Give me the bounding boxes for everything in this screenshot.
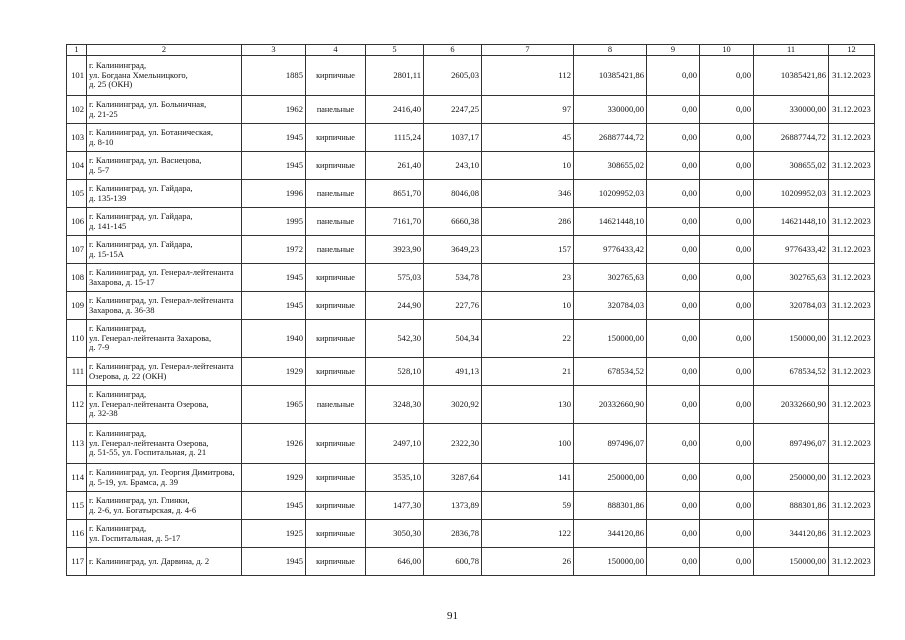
completion-date-cell: 31.12.2023 [829, 386, 875, 424]
fund-cost-cell: 0,00 [647, 264, 700, 292]
total-area-cell: 261,40 [366, 152, 424, 180]
total-area-cell: 2801,11 [366, 56, 424, 96]
wall-material-cell: кирпичные [306, 424, 366, 464]
budget-cost-cell: 0,00 [700, 424, 754, 464]
address-line: д. 141-145 [89, 220, 127, 231]
total-area-cell: 646,00 [366, 548, 424, 576]
address-cell [87, 548, 242, 576]
column-number: 11 [754, 45, 829, 56]
wall-material-cell: панельные [306, 180, 366, 208]
address-line: д. 8-10 [89, 136, 114, 147]
living-area-cell: 8046,08 [424, 180, 482, 208]
budget-cost-cell: 0,00 [700, 96, 754, 124]
address-line: д. 135-139 [89, 192, 127, 203]
living-area-cell: 534,78 [424, 264, 482, 292]
fund-cost-cell: 0,00 [647, 124, 700, 152]
row-number-cell: 109 [67, 292, 87, 320]
residents-count-cell: 10 [482, 292, 574, 320]
table-row [67, 424, 875, 464]
total-area-cell: 575,03 [366, 264, 424, 292]
address-cell [87, 292, 242, 320]
fund-cost-cell: 0,00 [647, 56, 700, 96]
completion-date-cell: 31.12.2023 [829, 124, 875, 152]
completion-date-cell: 31.12.2023 [829, 520, 875, 548]
address-line: г. Калининград, ул. Генерал-лейтенанта [89, 266, 234, 277]
total-area-cell: 3248,30 [366, 386, 424, 424]
address-cell [87, 96, 242, 124]
build-year-cell: 1926 [242, 424, 306, 464]
budget-cost-cell: 0,00 [700, 236, 754, 264]
completion-date-cell: 31.12.2023 [829, 492, 875, 520]
residents-count-cell: 100 [482, 424, 574, 464]
address-cell [87, 520, 242, 548]
living-area-cell: 2605,03 [424, 56, 482, 96]
fund-cost-cell: 0,00 [647, 96, 700, 124]
row-number-cell: 116 [67, 520, 87, 548]
wall-material-cell: панельные [306, 236, 366, 264]
build-year-cell: 1965 [242, 386, 306, 424]
fund-cost-cell: 0,00 [647, 152, 700, 180]
address-line: Захарова, д. 15-17 [89, 276, 155, 287]
residents-count-cell: 157 [482, 236, 574, 264]
residents-count-cell: 112 [482, 56, 574, 96]
owners-cost-cell: 678534,52 [754, 358, 829, 386]
column-number: 2 [87, 45, 242, 56]
total-area-cell: 3050,30 [366, 520, 424, 548]
completion-date-cell: 31.12.2023 [829, 180, 875, 208]
fund-cost-cell: 0,00 [647, 236, 700, 264]
table-row [67, 492, 875, 520]
table-row [67, 124, 875, 152]
residents-count-cell: 23 [482, 264, 574, 292]
wall-material-cell: панельные [306, 386, 366, 424]
budget-cost-cell: 0,00 [700, 358, 754, 386]
address-line: г. Калининград, ул. Васнецова, [89, 154, 202, 165]
fund-cost-cell: 0,00 [647, 492, 700, 520]
address-cell [87, 124, 242, 152]
wall-material-cell: панельные [306, 208, 366, 236]
column-number: 10 [700, 45, 754, 56]
address-line: г. Калининград, ул. Дарвина, д. 2 [89, 555, 210, 566]
completion-date-cell: 31.12.2023 [829, 152, 875, 180]
address-line: г. Калининград, [89, 522, 147, 533]
fund-cost-cell: 0,00 [647, 424, 700, 464]
table-row [67, 292, 875, 320]
budget-cost-cell: 0,00 [700, 464, 754, 492]
wall-material-cell: кирпичные [306, 492, 366, 520]
residents-count-cell: 141 [482, 464, 574, 492]
table-row [67, 264, 875, 292]
owners-cost-cell: 330000,00 [754, 96, 829, 124]
address-line: г. Калининград, [89, 427, 147, 438]
residents-count-cell: 97 [482, 96, 574, 124]
row-number-cell: 112 [67, 386, 87, 424]
wall-material-cell: кирпичные [306, 320, 366, 358]
column-number: 8 [574, 45, 647, 56]
address-line: г. Калининград, ул. Георгия Димитрова, [89, 466, 235, 477]
wall-material-cell: кирпичные [306, 264, 366, 292]
wall-material-cell: кирпичные [306, 56, 366, 96]
living-area-cell: 3020,92 [424, 386, 482, 424]
budget-cost-cell: 0,00 [700, 56, 754, 96]
build-year-cell: 1996 [242, 180, 306, 208]
table-row [67, 96, 875, 124]
completion-date-cell: 31.12.2023 [829, 264, 875, 292]
address-line: г. Калининград, ул. Гайдара, [89, 182, 193, 193]
completion-date-cell: 31.12.2023 [829, 56, 875, 96]
owners-cost-cell: 26887744,72 [754, 124, 829, 152]
owners-cost-cell: 14621448,10 [754, 208, 829, 236]
completion-date-cell: 31.12.2023 [829, 424, 875, 464]
address-line: д. 5-7 [89, 164, 110, 175]
budget-cost-cell: 0,00 [700, 386, 754, 424]
address-line: ул. Генерал-лейтенанта Озерова, [89, 398, 209, 409]
total-area-cell: 2497,10 [366, 424, 424, 464]
fund-cost-cell: 0,00 [647, 386, 700, 424]
living-area-cell: 2836,78 [424, 520, 482, 548]
address-line: ул. Генерал-лейтенанта Захарова, [89, 332, 212, 343]
owners-cost-cell: 9776433,42 [754, 236, 829, 264]
build-year-cell: 1929 [242, 464, 306, 492]
address-line: д. 21-25 [89, 108, 118, 119]
table-row [67, 520, 875, 548]
total-area-cell: 3923,90 [366, 236, 424, 264]
build-year-cell: 1995 [242, 208, 306, 236]
table-row [67, 464, 875, 492]
wall-material-cell: кирпичные [306, 520, 366, 548]
build-year-cell: 1962 [242, 96, 306, 124]
living-area-cell: 6660,38 [424, 208, 482, 236]
address-line: г. Калининград, ул. Гайдара, [89, 238, 193, 249]
residents-count-cell: 59 [482, 492, 574, 520]
column-number: 1 [67, 45, 87, 56]
owners-cost-cell: 897496,07 [754, 424, 829, 464]
budget-cost-cell: 0,00 [700, 152, 754, 180]
table-row [67, 56, 875, 96]
row-number-cell: 107 [67, 236, 87, 264]
fund-cost-cell: 0,00 [647, 358, 700, 386]
build-year-cell: 1929 [242, 358, 306, 386]
owners-cost-cell: 344120,86 [754, 520, 829, 548]
total-cost-cell: 26887744,72 [574, 124, 647, 152]
owners-cost-cell: 250000,00 [754, 464, 829, 492]
total-area-cell: 244,90 [366, 292, 424, 320]
table-row [67, 180, 875, 208]
budget-cost-cell: 0,00 [700, 124, 754, 152]
total-area-cell: 542,30 [366, 320, 424, 358]
living-area-cell: 2322,30 [424, 424, 482, 464]
total-cost-cell: 888301,86 [574, 492, 647, 520]
fund-cost-cell: 0,00 [647, 520, 700, 548]
residents-count-cell: 10 [482, 152, 574, 180]
wall-material-cell: кирпичные [306, 292, 366, 320]
budget-cost-cell: 0,00 [700, 492, 754, 520]
wall-material-cell: кирпичные [306, 152, 366, 180]
living-area-cell: 2247,25 [424, 96, 482, 124]
total-area-cell: 2416,40 [366, 96, 424, 124]
build-year-cell: 1945 [242, 492, 306, 520]
residents-count-cell: 346 [482, 180, 574, 208]
fund-cost-cell: 0,00 [647, 464, 700, 492]
total-cost-cell: 302765,63 [574, 264, 647, 292]
residents-count-cell: 21 [482, 358, 574, 386]
address-line: Захарова, д. 36-38 [89, 304, 155, 315]
total-area-cell: 7161,70 [366, 208, 424, 236]
address-line: д. 15-15А [89, 248, 124, 259]
address-line: г. Калининград, [89, 59, 147, 70]
row-number-cell: 114 [67, 464, 87, 492]
address-cell [87, 424, 242, 464]
address-line: д. 25 (ОКН) [89, 79, 133, 90]
table-row [67, 152, 875, 180]
column-number: 4 [306, 45, 366, 56]
living-area-cell: 1037,17 [424, 124, 482, 152]
address-line: ул. Богдана Хмельницкого, [89, 69, 188, 80]
total-cost-cell: 20332660,90 [574, 386, 647, 424]
living-area-cell: 1373,89 [424, 492, 482, 520]
address-line: г. Калининград, [89, 388, 147, 399]
total-cost-cell: 330000,00 [574, 96, 647, 124]
wall-material-cell: кирпичные [306, 358, 366, 386]
owners-cost-cell: 10209952,03 [754, 180, 829, 208]
residents-count-cell: 45 [482, 124, 574, 152]
total-cost-cell: 897496,07 [574, 424, 647, 464]
address-line: д. 5-19, ул. Брамса, д. 39 [89, 476, 179, 487]
budget-cost-cell: 0,00 [700, 292, 754, 320]
column-number: 9 [647, 45, 700, 56]
build-year-cell: 1945 [242, 264, 306, 292]
completion-date-cell: 31.12.2023 [829, 292, 875, 320]
living-area-cell: 600,78 [424, 548, 482, 576]
row-number-cell: 101 [67, 56, 87, 96]
living-area-cell: 3649,23 [424, 236, 482, 264]
row-number-cell: 106 [67, 208, 87, 236]
table-row [67, 548, 875, 576]
completion-date-cell: 31.12.2023 [829, 96, 875, 124]
fund-cost-cell: 0,00 [647, 320, 700, 358]
living-area-cell: 3287,64 [424, 464, 482, 492]
address-line: д. 7-9 [89, 342, 110, 353]
total-area-cell: 1115,24 [366, 124, 424, 152]
row-number-cell: 108 [67, 264, 87, 292]
build-year-cell: 1945 [242, 124, 306, 152]
build-year-cell: 1940 [242, 320, 306, 358]
row-number-cell: 103 [67, 124, 87, 152]
address-cell [87, 492, 242, 520]
page-number: 91 [447, 610, 458, 622]
housing-register-table [66, 44, 875, 576]
address-line: г. Калининград, ул. Генерал-лейтенанта [89, 294, 234, 305]
completion-date-cell: 31.12.2023 [829, 320, 875, 358]
row-number-cell: 115 [67, 492, 87, 520]
budget-cost-cell: 0,00 [700, 180, 754, 208]
owners-cost-cell: 150000,00 [754, 320, 829, 358]
address-line: д. 32-38 [89, 408, 118, 419]
table-row [67, 208, 875, 236]
wall-material-cell: кирпичные [306, 124, 366, 152]
owners-cost-cell: 308655,02 [754, 152, 829, 180]
total-area-cell: 8651,70 [366, 180, 424, 208]
wall-material-cell: кирпичные [306, 548, 366, 576]
wall-material-cell: панельные [306, 96, 366, 124]
owners-cost-cell: 320784,03 [754, 292, 829, 320]
row-number-cell: 117 [67, 548, 87, 576]
fund-cost-cell: 0,00 [647, 208, 700, 236]
column-number-row [67, 45, 875, 56]
living-area-cell: 227,76 [424, 292, 482, 320]
fund-cost-cell: 0,00 [647, 292, 700, 320]
build-year-cell: 1972 [242, 236, 306, 264]
row-number-cell: 102 [67, 96, 87, 124]
address-cell [87, 464, 242, 492]
total-cost-cell: 10385421,86 [574, 56, 647, 96]
total-cost-cell: 150000,00 [574, 320, 647, 358]
owners-cost-cell: 150000,00 [754, 548, 829, 576]
row-number-cell: 104 [67, 152, 87, 180]
budget-cost-cell: 0,00 [700, 208, 754, 236]
living-area-cell: 504,34 [424, 320, 482, 358]
address-cell [87, 56, 242, 96]
build-year-cell: 1925 [242, 520, 306, 548]
address-cell [87, 320, 242, 358]
completion-date-cell: 31.12.2023 [829, 358, 875, 386]
living-area-cell: 491,13 [424, 358, 482, 386]
row-number-cell: 113 [67, 424, 87, 464]
total-area-cell: 528,10 [366, 358, 424, 386]
address-line: г. Калининград, ул. Глинки, [89, 494, 190, 505]
address-line: г. Калининград, ул. Генерал-лейтенанта [89, 360, 234, 371]
column-number: 7 [482, 45, 574, 56]
address-line: г. Калининград, ул. Ботаническая, [89, 126, 213, 137]
completion-date-cell: 31.12.2023 [829, 208, 875, 236]
residents-count-cell: 286 [482, 208, 574, 236]
residents-count-cell: 22 [482, 320, 574, 358]
completion-date-cell: 31.12.2023 [829, 548, 875, 576]
total-cost-cell: 344120,86 [574, 520, 647, 548]
build-year-cell: 1945 [242, 152, 306, 180]
address-cell [87, 208, 242, 236]
total-cost-cell: 10209952,03 [574, 180, 647, 208]
living-area-cell: 243,10 [424, 152, 482, 180]
owners-cost-cell: 888301,86 [754, 492, 829, 520]
residents-count-cell: 130 [482, 386, 574, 424]
completion-date-cell: 31.12.2023 [829, 236, 875, 264]
table-body [67, 56, 875, 576]
wall-material-cell: кирпичные [306, 464, 366, 492]
address-line: д. 51-55, ул. Госпитальная, д. 21 [89, 447, 207, 458]
residents-count-cell: 26 [482, 548, 574, 576]
fund-cost-cell: 0,00 [647, 180, 700, 208]
total-cost-cell: 9776433,42 [574, 236, 647, 264]
residents-count-cell: 122 [482, 520, 574, 548]
address-cell [87, 180, 242, 208]
row-number-cell: 110 [67, 320, 87, 358]
table-row [67, 358, 875, 386]
address-line: г. Калининград, ул. Больничная, [89, 98, 207, 109]
budget-cost-cell: 0,00 [700, 264, 754, 292]
completion-date-cell: 31.12.2023 [829, 464, 875, 492]
address-cell [87, 386, 242, 424]
budget-cost-cell: 0,00 [700, 520, 754, 548]
column-number: 5 [366, 45, 424, 56]
address-cell [87, 264, 242, 292]
owners-cost-cell: 10385421,86 [754, 56, 829, 96]
total-cost-cell: 678534,52 [574, 358, 647, 386]
owners-cost-cell: 20332660,90 [754, 386, 829, 424]
total-area-cell: 3535,10 [366, 464, 424, 492]
column-number: 12 [829, 45, 875, 56]
row-number-cell: 105 [67, 180, 87, 208]
total-cost-cell: 14621448,10 [574, 208, 647, 236]
build-year-cell: 1945 [242, 548, 306, 576]
total-cost-cell: 320784,03 [574, 292, 647, 320]
owners-cost-cell: 302765,63 [754, 264, 829, 292]
table-row [67, 386, 875, 424]
address-cell [87, 236, 242, 264]
build-year-cell: 1885 [242, 56, 306, 96]
column-number: 3 [242, 45, 306, 56]
address-line: ул. Госпитальная, д. 5-17 [89, 532, 181, 543]
total-area-cell: 1477,30 [366, 492, 424, 520]
build-year-cell: 1945 [242, 292, 306, 320]
fund-cost-cell: 0,00 [647, 548, 700, 576]
table-row [67, 320, 875, 358]
row-number-cell: 111 [67, 358, 87, 386]
address-cell [87, 358, 242, 386]
address-cell [87, 152, 242, 180]
address-line: д. 2-6, ул. Богатырская, д. 4-6 [89, 504, 197, 515]
budget-cost-cell: 0,00 [700, 548, 754, 576]
table-row [67, 236, 875, 264]
total-cost-cell: 308655,02 [574, 152, 647, 180]
budget-cost-cell: 0,00 [700, 320, 754, 358]
address-line: Озерова, д. 22 (ОКН) [89, 370, 167, 381]
address-line: г. Калининград, ул. Гайдара, [89, 210, 193, 221]
address-line: ул. Генерал-лейтенанта Озерова, [89, 437, 209, 448]
total-cost-cell: 150000,00 [574, 548, 647, 576]
column-number: 6 [424, 45, 482, 56]
total-cost-cell: 250000,00 [574, 464, 647, 492]
address-line: г. Калининград, [89, 322, 147, 333]
